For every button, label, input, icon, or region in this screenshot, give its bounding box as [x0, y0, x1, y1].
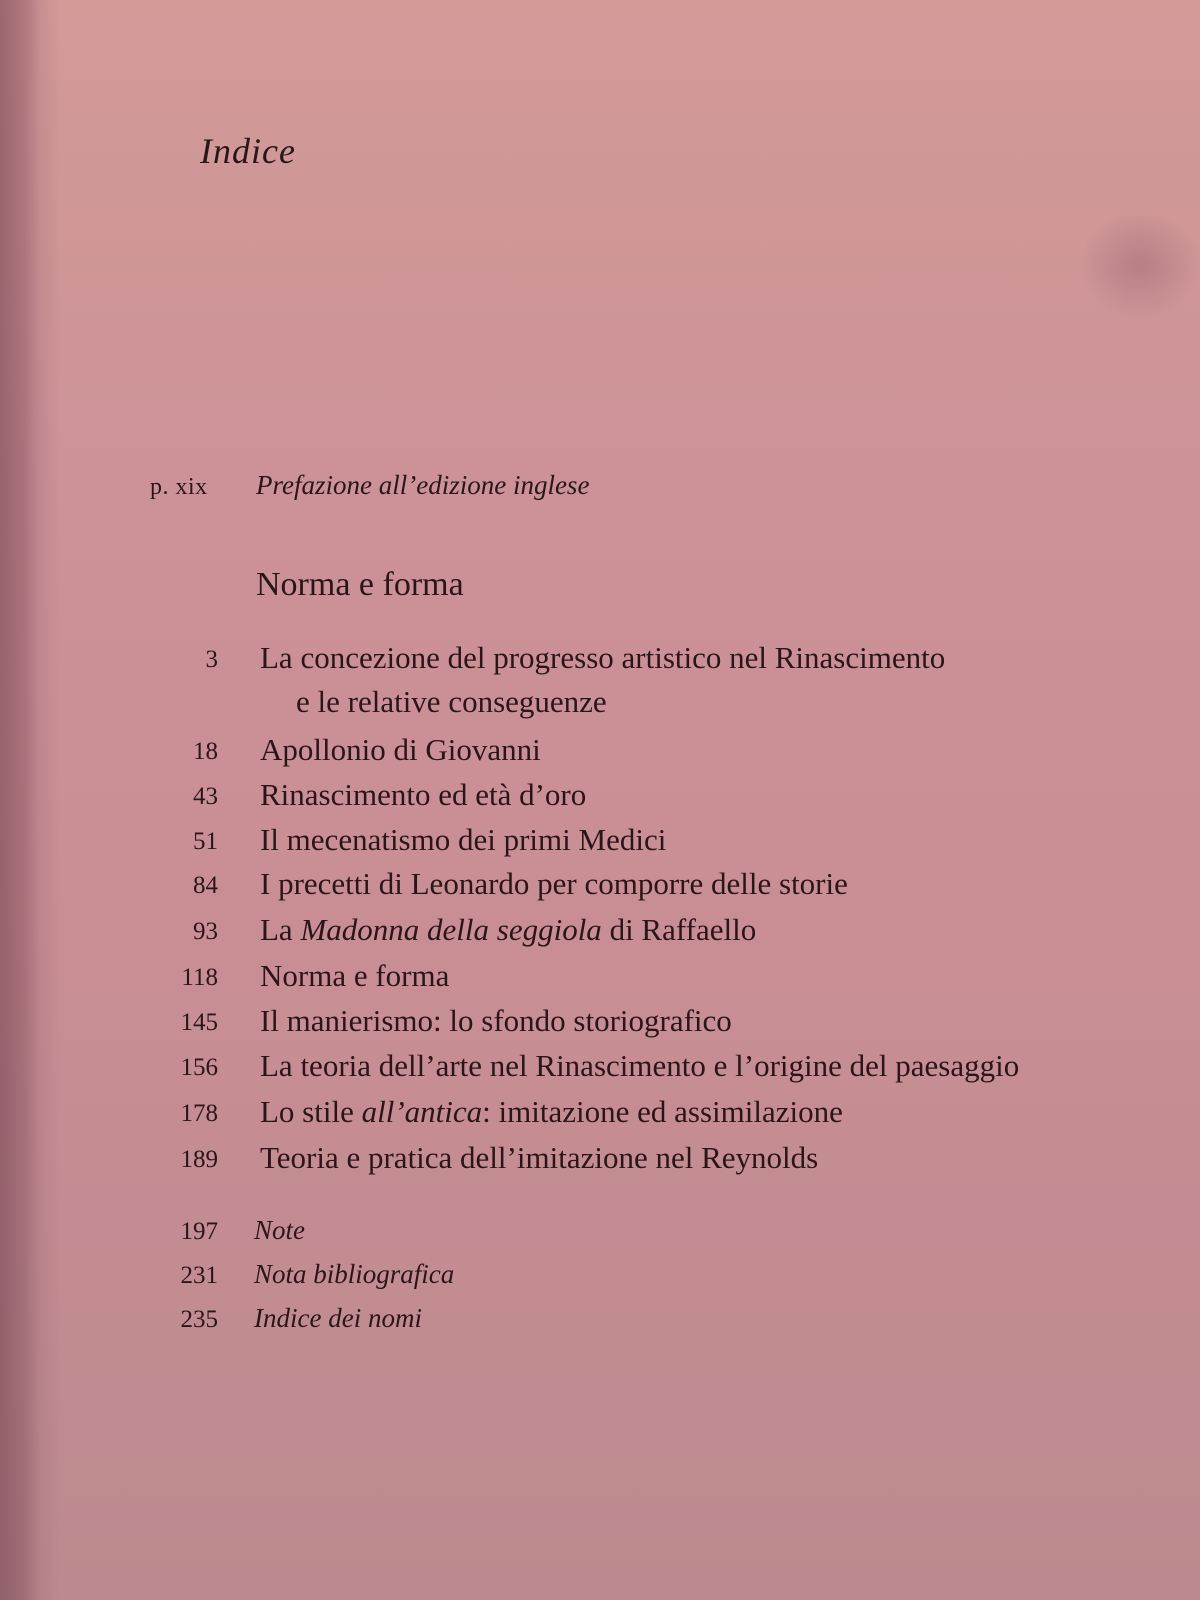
back-matter-entry [0, 1256, 1200, 1296]
entry-title-italic: Madonna della seggiola [300, 912, 602, 947]
entry-page-number: 118 [181, 964, 218, 991]
section-heading: Norma e forma [256, 566, 464, 603]
entry-page-number: 43 [193, 783, 218, 810]
toc-entry [0, 777, 1200, 817]
toc-entry [0, 912, 1200, 952]
entry-page-number: 197 [180, 1218, 218, 1245]
entry-title: Apollonio di Giovanni [260, 732, 541, 767]
entry-title-part: di Raffaello [601, 912, 757, 947]
entry-title: Note [254, 1215, 305, 1245]
page-title: Indice [200, 131, 296, 171]
entry-title: Indice dei nomi [254, 1303, 422, 1333]
toc-entry [0, 1048, 1200, 1088]
entry-title-part: La [260, 912, 301, 947]
back-matter-entry [0, 1300, 1200, 1340]
entry-title: La teoria dell’arte nel Rinascimento e l’origine del paesaggio [260, 1048, 1020, 1083]
entry-page-number: 3 [205, 646, 218, 673]
entry-title-italic: all’antica [361, 1094, 483, 1129]
toc-entry [0, 1003, 1200, 1043]
toc-entry [0, 958, 1200, 998]
toc-entry [0, 866, 1200, 906]
toc-entry [0, 1094, 1200, 1134]
back-matter-entry [0, 1212, 1200, 1252]
toc-entry [0, 822, 1200, 862]
entry-page-number: 18 [193, 738, 218, 765]
entry-title-part: : imitazione ed assimilazione [482, 1094, 843, 1129]
preface-page-number: p. xix [150, 474, 208, 500]
toc-entry [0, 732, 1200, 772]
toc-entry [0, 640, 1200, 680]
entry-title-continuation: e le relative conseguenze [296, 684, 607, 719]
entry-title: Rinascimento ed età d’oro [260, 777, 587, 812]
entry-page-number: 231 [180, 1262, 218, 1289]
entry-title [260, 912, 756, 948]
entry-page-number: 189 [180, 1146, 218, 1173]
preface-title: Prefazione all’edizione inglese [256, 470, 590, 500]
entry-title: I precetti di Leonardo per comporre delle storie [260, 866, 848, 901]
entry-title: Il manierismo: lo sfondo storiografico [260, 1003, 732, 1038]
toc-entry-continuation [0, 684, 1200, 724]
entry-title-part: Lo stile [260, 1094, 362, 1129]
entry-page-number: 84 [193, 872, 218, 899]
entry-title: Teoria e pratica dell’imitazione nel Reynolds [260, 1140, 819, 1175]
entry-page-number: 145 [180, 1009, 218, 1036]
entry-page-number: 51 [193, 828, 218, 855]
entry-title: Norma e forma [260, 958, 450, 993]
entry-title: La concezione del progresso artistico nel Rinascimento [260, 640, 946, 675]
entry-title: Il mecenatismo dei primi Medici [260, 822, 667, 857]
entry-page-number: 235 [180, 1306, 218, 1333]
entry-title [260, 1094, 843, 1130]
entry-title: Nota bibliografica [254, 1259, 455, 1289]
entry-page-number: 156 [180, 1054, 218, 1081]
entry-page-number: 178 [180, 1100, 218, 1127]
toc-entry [0, 1140, 1200, 1180]
entry-page-number: 93 [193, 918, 218, 945]
